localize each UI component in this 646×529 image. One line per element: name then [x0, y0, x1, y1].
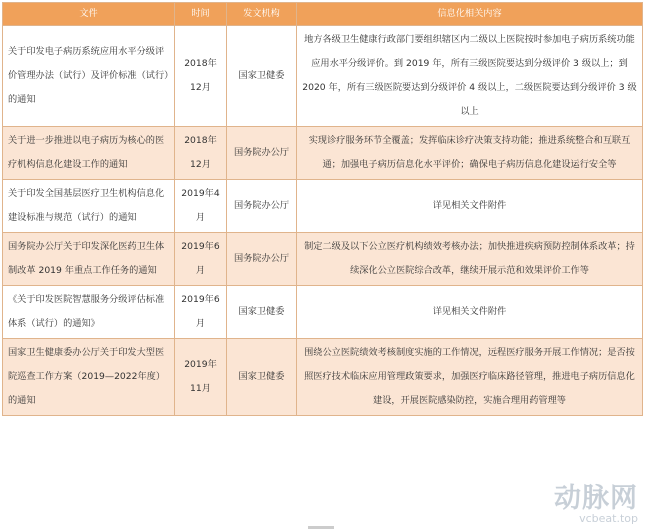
header-agency: 发文机构 — [227, 3, 297, 26]
cell-document: 关于印发全国基层医疗卫生机构信息化建设标准与规范（试行）的通知 — [3, 180, 175, 233]
cell-agency: 国务院办公厅 — [227, 233, 297, 286]
cell-content: 详见相关文件附件 — [297, 180, 643, 233]
cell-document: 关于进一步推进以电子病历为核心的医疗机构信息化建设工作的通知 — [3, 127, 175, 180]
cell-agency: 国家卫健委 — [227, 339, 297, 416]
cell-agency: 国务院办公厅 — [227, 127, 297, 180]
watermark-logo: 动脉网 — [554, 483, 638, 514]
watermark — [554, 485, 638, 525]
cell-time: 2019年6月 — [175, 233, 227, 286]
table-row — [3, 127, 643, 180]
cell-time: 2019年6月 — [175, 286, 227, 339]
table-header-row — [3, 3, 643, 26]
cell-content: 地方各级卫生健康行政部门要组织辖区内二级以上医院按时参加电子病历系统功能应用水平分级评价。到 2019 年，所有三级医院要达到分级评价 3 级以上；到 2020 年，所有三级医院要达到分级评价 4 级以上，二级医院要达到分级评价 3 级以上 — [297, 26, 643, 127]
cell-time: 2018年12月 — [175, 26, 227, 127]
cell-content: 制定二级及以下公立医疗机构绩效考核办法；加快推进疾病预防控制体系改革；持续深化公立医院综合改革，继续开展示范和效果评价工作等 — [297, 233, 643, 286]
cell-time: 2019年11月 — [175, 339, 227, 416]
cell-content: 实现诊疗服务环节全覆盖；发挥临床诊疗决策支持功能；推进系统整合和互联互通；加强电子病历信息化水平评价；确保电子病历信息化建设运行安全等 — [297, 127, 643, 180]
table-row — [3, 286, 643, 339]
header-document: 文件 — [3, 3, 175, 26]
cell-document: 《关于印发医院智慧服务分级评估标准体系（试行）的通知》 — [3, 286, 175, 339]
table-row — [3, 26, 643, 127]
cell-time: 2019年4月 — [175, 180, 227, 233]
cell-agency: 国家卫健委 — [227, 26, 297, 127]
header-content: 信息化相关内容 — [297, 3, 643, 26]
table-row — [3, 180, 643, 233]
cell-document: 关于印发电子病历系统应用水平分级评价管理办法（试行）及评价标准（试行）的通知 — [3, 26, 175, 127]
watermark-url: vcbeat.top — [579, 512, 638, 525]
cell-content: 详见相关文件附件 — [297, 286, 643, 339]
cell-content: 围绕公立医院绩效考核制度实施的工作情况，远程医疗服务开展工作情况；是否按照医疗技术临床应用管理政策要求，加强医疗临床路径管理，推进电子病历信息化建设，开展医院感染防控，实施合理用药管理等 — [297, 339, 643, 416]
table-row — [3, 233, 643, 286]
cell-agency: 国务院办公厅 — [227, 180, 297, 233]
policy-table — [2, 2, 643, 416]
cell-time: 2018年12月 — [175, 127, 227, 180]
header-time: 时间 — [175, 3, 227, 26]
table-row — [3, 339, 643, 416]
cell-document: 国家卫生健康委办公厅关于印发大型医院巡查工作方案（2019—2022年度）的通知 — [3, 339, 175, 416]
cell-document: 国务院办公厅关于印发深化医药卫生体制改革 2019 年重点工作任务的通知 — [3, 233, 175, 286]
cell-agency: 国家卫健委 — [227, 286, 297, 339]
